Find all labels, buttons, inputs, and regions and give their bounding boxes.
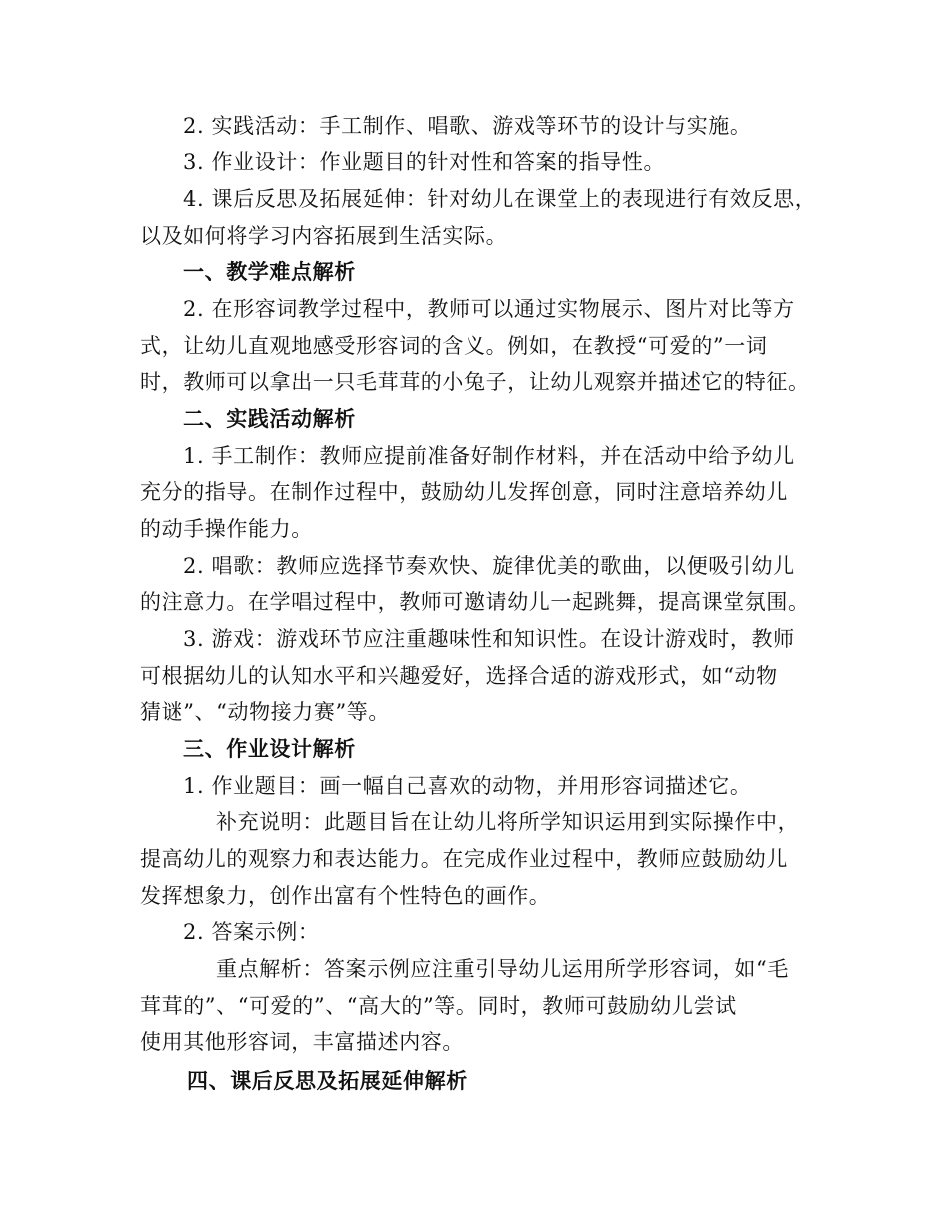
paragraph-line: 重点解析：答案示例应注重引导幼儿运用所学形容词，如“毛: [216, 957, 789, 981]
paragraph-line: 使用其他形容词，丰富描述内容。: [140, 1030, 464, 1054]
paragraph-line: 茸茸的”、“可爱的”、“高大的”等。同时，教师可鼓励幼儿尝试: [140, 994, 737, 1018]
paragraph-line: 1. 作业题目：画一幅自己喜欢的动物，并用形容词描述它。: [183, 774, 752, 798]
paragraph-line: 充分的指导。在制作过程中，鼓励幼儿发挥创意，同时注意培养幼儿: [140, 480, 788, 504]
section-heading-3: 三、作业设计解析: [183, 736, 356, 761]
paragraph-line: 时，教师可以拿出一只毛茸茸的小兔子，让幼儿观察并描述它的特征。: [140, 370, 810, 394]
list-item-reflection-continued: 以及如何将学习内容拓展到生活实际。: [140, 224, 508, 248]
list-item-homework-design: 3. 作业设计：作业题目的针对性和答案的指导性。: [183, 150, 666, 174]
section-heading-4: 四、课后反思及拓展延伸解析: [187, 1068, 468, 1093]
paragraph-line: 2. 答案示例：: [183, 920, 320, 944]
paragraph-line: 提高幼儿的观察力和表达能力。在完成作业过程中，教师应鼓励幼儿: [140, 847, 788, 871]
paragraph-line: 2. 在形容词教学过程中，教师可以通过实物展示、图片对比等方: [183, 297, 795, 321]
section-heading-2: 二、实践活动解析: [183, 406, 356, 431]
paragraph-line: 的动手操作能力。: [140, 517, 313, 541]
paragraph-line: 补充说明：此题目旨在让幼儿将所学知识运用到实际操作中，: [216, 810, 800, 834]
list-item-practice-activity: 2. 实践活动：手工制作、唱歌、游戏等环节的设计与实施。: [183, 114, 752, 138]
paragraph-line: 2. 唱歌：教师应选择节奏欢快、旋律优美的歌曲，以便吸引幼儿: [183, 554, 795, 578]
paragraph-line: 1. 手工制作：教师应提前准备好制作材料，并在活动中给予幼儿: [183, 444, 795, 468]
paragraph-line: 可根据幼儿的认知水平和兴趣爱好，选择合适的游戏形式，如“动物: [140, 664, 778, 688]
list-item-reflection: 4. 课后反思及拓展延伸：针对幼儿在课堂上的表现进行有效反思，: [183, 187, 817, 211]
paragraph-line: 3. 游戏：游戏环节应注重趣味性和知识性。在设计游戏时，教师: [183, 627, 795, 651]
section-heading-1: 一、教学难点解析: [183, 259, 356, 284]
paragraph-line: 式，让幼儿直观地感受形容词的含义。例如，在教授“可爱的”一词: [140, 334, 768, 358]
paragraph-line: 猜谜”、“动物接力赛”等。: [140, 700, 391, 724]
paragraph-line: 的注意力。在学唱过程中，教师可邀请幼儿一起跳舞，提高课堂氛围。: [140, 590, 810, 614]
paragraph-line: 发挥想象力，创作出富有个性特色的画作。: [140, 884, 551, 908]
